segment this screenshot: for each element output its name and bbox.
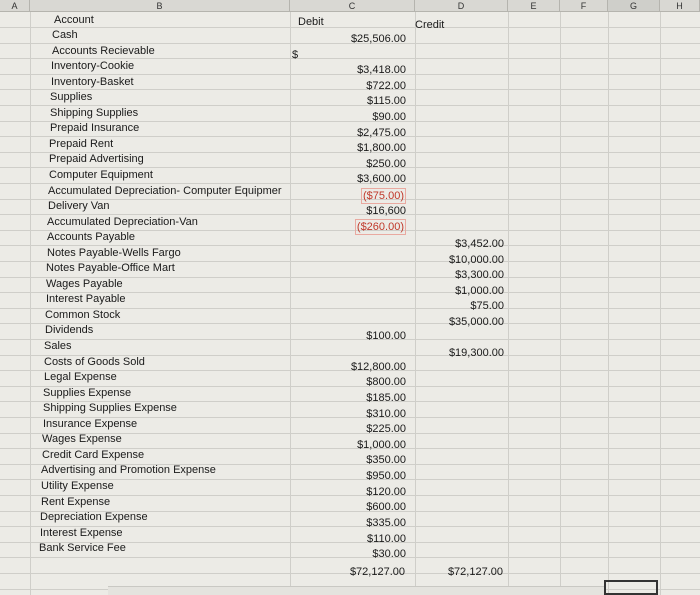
row-gridline — [0, 27, 700, 28]
debit-amount[interactable]: $30.00 — [372, 548, 406, 560]
credit-amount[interactable]: $35,000.00 — [448, 316, 504, 328]
debit-amount[interactable]: $3,418.00 — [357, 64, 406, 76]
account-name[interactable]: Accounts Payable — [47, 231, 136, 243]
account-name[interactable]: Utility Expense — [41, 480, 114, 492]
account-name[interactable]: Advertising and Promotion Expense — [41, 464, 216, 476]
account-name[interactable]: Insurance Expense — [43, 418, 138, 430]
column-header-h[interactable]: H — [660, 0, 700, 12]
account-name[interactable]: Wages Expense — [42, 433, 122, 445]
account-name[interactable]: Interest Payable — [46, 293, 126, 305]
account-name[interactable]: Sales — [44, 340, 72, 352]
debit-header[interactable]: Debit — [298, 16, 324, 28]
account-name[interactable]: Accumulated Depreciation- Computer Equipmer — [48, 185, 282, 197]
account-name[interactable]: Costs of Goods Sold — [44, 356, 145, 368]
account-name[interactable]: Accumulated Depreciation-Van — [47, 216, 198, 228]
account-name[interactable]: Notes Payable-Office Mart — [46, 262, 175, 274]
account-name[interactable]: Prepaid Insurance — [50, 122, 140, 134]
debit-amount[interactable]: $225.00 — [366, 423, 406, 435]
column-header-g[interactable]: G — [608, 0, 660, 12]
debit-amount[interactable]: $250.00 — [366, 158, 406, 170]
column-header-e[interactable]: E — [508, 0, 560, 12]
account-name[interactable]: Common Stock — [45, 309, 121, 321]
column-gridline — [290, 12, 291, 595]
account-name[interactable]: Prepaid Rent — [49, 138, 114, 150]
debit-total[interactable]: $72,127.00 — [349, 566, 405, 578]
account-name[interactable]: Legal Expense — [44, 371, 117, 383]
credit-amount[interactable]: $19,300.00 — [448, 347, 504, 359]
debit-amount[interactable]: ($75.00) — [363, 190, 404, 202]
account-name[interactable]: Supplies — [50, 91, 93, 103]
debit-amount[interactable]: $2,475.00 — [357, 127, 406, 139]
debit-amount[interactable]: $310.00 — [366, 408, 406, 420]
account-name[interactable]: Shipping Supplies Expense — [43, 402, 177, 414]
account-name[interactable]: Interest Expense — [40, 527, 123, 539]
account-name[interactable]: Inventory-Cookie — [51, 60, 135, 72]
debit-amount[interactable]: $950.00 — [366, 470, 406, 482]
row-gridline — [0, 557, 700, 558]
column-gridline — [608, 12, 609, 595]
account-name[interactable]: Bank Service Fee — [39, 542, 126, 554]
column-header-f[interactable]: F — [560, 0, 608, 12]
account-name[interactable]: Inventory-Basket — [51, 76, 134, 88]
account-name[interactable]: Credit Card Expense — [42, 449, 145, 461]
debit-amount[interactable]: $800.00 — [366, 376, 406, 388]
account-name[interactable]: Rent Expense — [41, 496, 111, 508]
debit-amount[interactable]: $185.00 — [366, 392, 406, 404]
column-gridline — [560, 12, 561, 595]
column-gridline — [415, 12, 416, 595]
debit-amount[interactable]: $600.00 — [366, 501, 406, 513]
credit-total[interactable]: $72,127.00 — [447, 566, 503, 578]
row-gridline — [0, 89, 700, 90]
column-gridline — [508, 12, 509, 595]
account-name[interactable]: Accounts Recievable — [52, 45, 155, 57]
debit-amount[interactable]: $115.00 — [367, 95, 406, 107]
account-name[interactable]: Wages Payable — [46, 278, 123, 290]
column-gridline — [30, 12, 31, 595]
column-header-c[interactable]: C — [290, 0, 415, 12]
debit-amount[interactable]: $100.00 — [366, 330, 406, 342]
debit-amount[interactable]: $1,800.00 — [357, 142, 406, 154]
credit-header[interactable]: Credit — [415, 19, 445, 31]
sheet-bottom-edge — [108, 586, 604, 595]
credit-amount[interactable]: $1,000.00 — [455, 285, 504, 297]
account-name[interactable]: Computer Equipment — [49, 169, 153, 181]
debit-amount[interactable]: $90.00 — [372, 111, 406, 123]
account-name[interactable]: Dividends — [45, 324, 94, 336]
debit-amount[interactable]: $12,800.00 — [350, 361, 406, 373]
row-gridline — [0, 323, 700, 324]
credit-amount[interactable]: $3,452.00 — [455, 238, 504, 250]
column-header-d[interactable]: D — [415, 0, 508, 12]
debit-amount[interactable]: $25,506.00 — [350, 33, 406, 45]
column-header-a[interactable]: A — [0, 0, 30, 12]
selected-cell[interactable] — [604, 580, 658, 595]
debit-amount[interactable]: $350.00 — [366, 454, 406, 466]
row-gridline — [0, 339, 700, 340]
account-name[interactable]: Supplies Expense — [43, 387, 132, 399]
debit-amount[interactable]: $16,600 — [366, 205, 406, 217]
column-gridline — [660, 12, 661, 595]
debit-amount[interactable]: $ — [292, 49, 299, 61]
account-name[interactable]: Prepaid Advertising — [49, 153, 144, 165]
debit-amount[interactable]: $722.00 — [366, 80, 406, 92]
account-name[interactable]: Shipping Supplies — [50, 107, 139, 119]
account-name[interactable]: Notes Payable-Wells Fargo — [47, 247, 181, 259]
account-header[interactable]: Account — [54, 14, 94, 26]
debit-amount[interactable]: $1,000.00 — [357, 439, 406, 451]
debit-amount[interactable]: $120.00 — [366, 486, 406, 498]
account-name[interactable]: Depreciation Expense — [40, 511, 148, 523]
credit-amount[interactable]: $10,000.00 — [448, 254, 504, 266]
credit-amount[interactable]: $75.00 — [470, 300, 504, 312]
debit-amount[interactable]: ($260.00) — [356, 221, 404, 233]
account-name[interactable]: Delivery Van — [48, 200, 110, 212]
account-name[interactable]: Cash — [52, 29, 78, 41]
debit-amount[interactable]: $110.00 — [367, 533, 406, 545]
column-header-b[interactable]: B — [30, 0, 290, 12]
debit-amount[interactable]: $3,600.00 — [357, 173, 406, 185]
credit-amount[interactable]: $3,300.00 — [455, 269, 504, 281]
debit-amount[interactable]: $335.00 — [366, 517, 406, 529]
